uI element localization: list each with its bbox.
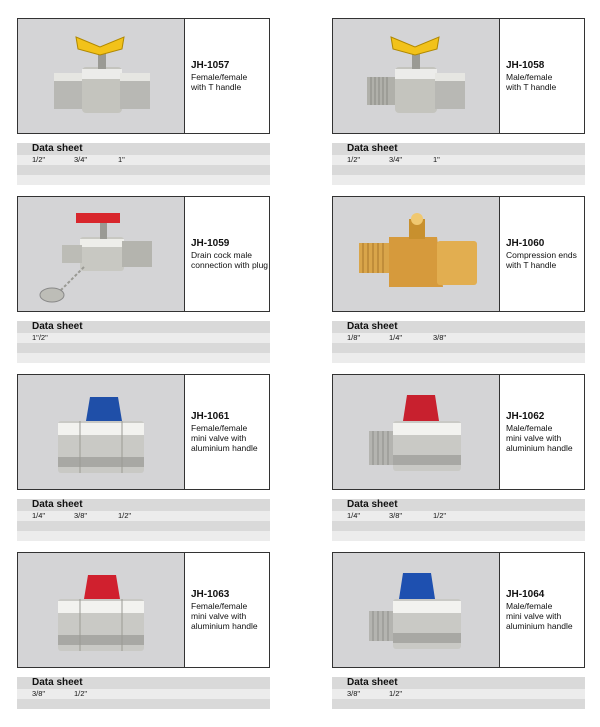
product-card-jh-1064	[332, 552, 585, 709]
brass-compression-valve-icon	[333, 197, 499, 311]
product-description-line: with T handle	[191, 82, 242, 92]
product-frame	[17, 18, 270, 134]
data-sheet-row	[332, 531, 585, 541]
product-description-line: mini valve with	[191, 433, 247, 443]
size-value: 3/8"	[74, 511, 88, 520]
product-description-line: Female/female	[191, 601, 248, 611]
size-value: 1/4"	[32, 511, 46, 520]
product-photo	[18, 19, 185, 133]
data-sheet-row	[332, 353, 585, 363]
product-description-line: mini valve with	[191, 611, 247, 621]
mini-valve-blue-handle-icon	[333, 553, 499, 667]
product-code: JH-1063	[191, 589, 230, 600]
size-value: 3/4"	[74, 155, 88, 164]
size-value: 1/2"	[433, 511, 447, 520]
product-frame	[17, 374, 270, 490]
product-code: JH-1064	[506, 589, 545, 600]
product-photo	[18, 197, 185, 311]
data-sheet-heading: Data sheet	[17, 677, 270, 689]
product-photo	[18, 375, 185, 489]
data-sheet-heading: Data sheet	[17, 321, 270, 333]
size-value: 1"/2"	[32, 333, 48, 342]
product-description-line: Female/female	[191, 423, 248, 433]
product-description-line: with T handle	[506, 82, 557, 92]
data-sheet-row	[332, 175, 585, 185]
data-sheet-heading: Data sheet	[332, 321, 585, 333]
product-description	[191, 553, 269, 667]
data-sheet-heading: Data sheet	[332, 143, 585, 155]
size-value: 1/2"	[32, 155, 46, 164]
product-description	[506, 197, 584, 311]
data-sheet	[17, 677, 270, 709]
size-value: 1/4"	[389, 333, 403, 342]
product-code: JH-1057	[191, 60, 230, 71]
data-sheet-sizes	[332, 155, 585, 165]
product-description	[506, 19, 584, 133]
data-sheet-sizes	[332, 333, 585, 343]
product-frame	[332, 18, 585, 134]
data-sheet-sizes	[17, 155, 270, 165]
size-value: 1/2"	[347, 155, 361, 164]
product-frame	[17, 196, 270, 312]
product-photo	[333, 197, 500, 311]
product-description-line: Compression ends	[506, 250, 577, 260]
data-sheet	[17, 321, 270, 363]
product-description-line: Male/female	[506, 601, 553, 611]
size-value: 1/2"	[74, 689, 88, 698]
product-code: JH-1060	[506, 238, 545, 249]
data-sheet-heading: Data sheet	[332, 499, 585, 511]
data-sheet-row	[332, 165, 585, 175]
product-card-jh-1057	[17, 18, 270, 185]
data-sheet-heading: Data sheet	[17, 143, 270, 155]
product-card-jh-1059	[17, 196, 270, 363]
data-sheet-sizes	[332, 689, 585, 699]
product-card-jh-1063	[17, 552, 270, 709]
data-sheet-row	[17, 699, 270, 709]
size-value: 1/4"	[347, 511, 361, 520]
data-sheet-row	[17, 343, 270, 353]
data-sheet	[332, 321, 585, 363]
product-photo	[333, 375, 500, 489]
data-sheet-sizes	[17, 333, 270, 343]
data-sheet	[332, 499, 585, 541]
product-frame	[332, 374, 585, 490]
product-card-jh-1062	[332, 374, 585, 541]
product-code: JH-1062	[506, 411, 545, 422]
data-sheet-row	[332, 699, 585, 709]
mini-valve-red-handle-icon	[333, 375, 499, 489]
product-description	[506, 553, 584, 667]
product-description-line: Female/female	[191, 72, 248, 82]
product-description-line: aluminium handle	[506, 443, 573, 453]
data-sheet-row	[332, 521, 585, 531]
size-value: 1"	[118, 155, 125, 164]
product-description-line: mini valve with	[506, 433, 562, 443]
size-value: 1"	[433, 155, 440, 164]
ball-valve-t-handle-icon	[18, 19, 184, 133]
data-sheet-heading: Data sheet	[332, 677, 585, 689]
product-description	[191, 19, 269, 133]
mini-valve-red-handle-icon	[18, 553, 184, 667]
size-value: 3/4"	[389, 155, 403, 164]
product-description	[191, 197, 269, 311]
product-description-line: Male/female	[506, 72, 553, 82]
data-sheet-sizes	[17, 689, 270, 699]
data-sheet-row	[17, 531, 270, 541]
product-description	[506, 375, 584, 489]
mini-valve-blue-handle-icon	[18, 375, 184, 489]
product-description-line: Drain cock male	[191, 250, 252, 260]
data-sheet-heading: Data sheet	[17, 499, 270, 511]
data-sheet-row	[17, 353, 270, 363]
data-sheet	[17, 143, 270, 185]
product-photo	[333, 19, 500, 133]
size-value: 1/2"	[389, 689, 403, 698]
data-sheet-sizes	[17, 511, 270, 521]
product-description-line: connection with plug	[191, 260, 269, 270]
data-sheet-sizes	[332, 511, 585, 521]
product-code: JH-1059	[191, 238, 230, 249]
size-value: 3/8"	[347, 689, 361, 698]
data-sheet-row	[17, 165, 270, 175]
product-card-jh-1061	[17, 374, 270, 541]
product-description-line: aluminium handle	[506, 621, 573, 631]
product-photo	[18, 553, 185, 667]
product-frame	[332, 552, 585, 668]
size-value: 3/8"	[32, 689, 46, 698]
product-frame	[332, 196, 585, 312]
size-value: 3/8"	[433, 333, 447, 342]
data-sheet-row	[17, 175, 270, 185]
data-sheet-row	[17, 521, 270, 531]
size-value: 1/8"	[347, 333, 361, 342]
product-code: JH-1061	[191, 411, 230, 422]
product-description-line: with T handle	[506, 260, 557, 270]
data-sheet	[332, 143, 585, 185]
data-sheet-row	[332, 343, 585, 353]
product-description-line: Male/female	[506, 423, 553, 433]
data-sheet	[332, 677, 585, 709]
product-frame	[17, 552, 270, 668]
size-value: 1/2"	[118, 511, 132, 520]
product-description-line: mini valve with	[506, 611, 562, 621]
data-sheet	[17, 499, 270, 541]
drain-cock-valve-icon	[18, 197, 184, 311]
ball-valve-t-handle-icon	[333, 19, 499, 133]
product-description-line: aluminium handle	[191, 621, 258, 631]
product-photo	[333, 553, 500, 667]
product-code: JH-1058	[506, 60, 545, 71]
size-value: 3/8"	[389, 511, 403, 520]
product-card-jh-1058	[332, 18, 585, 185]
product-card-jh-1060	[332, 196, 585, 363]
product-description-line: aluminium handle	[191, 443, 258, 453]
product-description	[191, 375, 269, 489]
